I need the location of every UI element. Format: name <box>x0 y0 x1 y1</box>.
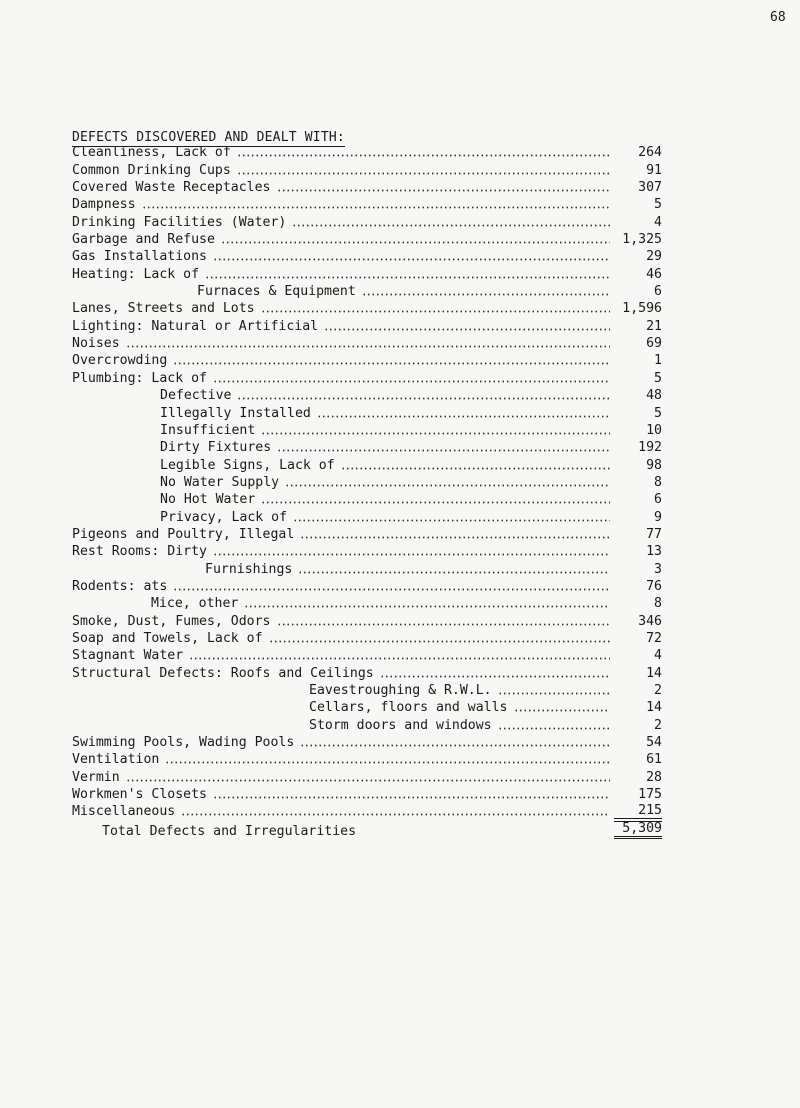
item-label: Lighting: Natural or Artificial <box>72 318 319 334</box>
item-label: No Hot Water <box>160 492 256 508</box>
item-value: 29 <box>646 249 662 265</box>
item-label: Cleanliness, Lack of <box>72 145 231 161</box>
item-label: Dampness <box>72 197 136 213</box>
item-label: Noises <box>72 336 120 352</box>
list-item <box>72 473 662 490</box>
list-item <box>72 646 662 663</box>
list-item <box>72 403 662 420</box>
list-item <box>72 230 662 247</box>
item-value: 9 <box>654 509 662 525</box>
item-label: Lanes, Streets and Lots <box>72 301 255 317</box>
item-value: 2 <box>654 683 662 698</box>
item-value: 1 <box>654 353 662 369</box>
dot-leader <box>285 484 610 487</box>
item-value: 6 <box>654 492 662 508</box>
item-label: Legible Signs, Lack of <box>160 457 335 473</box>
dot-leader <box>142 206 610 209</box>
item-value: 346 <box>638 613 662 629</box>
dot-leader <box>213 796 610 799</box>
list-item <box>72 351 662 368</box>
item-value: 175 <box>638 787 662 803</box>
total-row <box>72 821 662 838</box>
item-value: 8 <box>654 474 662 490</box>
dot-leader <box>261 432 610 435</box>
list-item <box>72 663 662 680</box>
item-value: 215 <box>614 803 662 819</box>
list-item <box>72 611 662 628</box>
item-label: Storm doors and windows <box>309 717 492 733</box>
item-label: Workmen's Closets <box>72 787 207 803</box>
item-label: Covered Waste Receptacles <box>72 180 271 196</box>
item-label: Furnishings <box>205 561 293 577</box>
item-label: Structural Defects: Roofs and Ceilings <box>72 665 374 681</box>
item-label: Drinking Facilities (Water) <box>72 214 287 230</box>
item-label: Common Drinking Cups <box>72 162 231 178</box>
item-label: Illegally Installed <box>160 405 311 421</box>
item-label: Mice, other <box>151 596 239 612</box>
item-label: Smoke, Dust, Fumes, Odors <box>72 613 271 629</box>
list-item <box>72 421 662 438</box>
list-item <box>72 490 662 507</box>
item-value: 46 <box>646 266 662 282</box>
list-item <box>72 143 662 160</box>
list-item <box>72 559 662 576</box>
item-label: Rest Rooms: Dirty <box>72 544 207 560</box>
item-value: 264 <box>638 145 662 161</box>
item-label: Heating: Lack of <box>72 266 200 282</box>
list-item <box>72 334 662 351</box>
dot-leader <box>324 328 610 331</box>
list-item <box>72 733 662 750</box>
item-label: Dirty Fixtures <box>160 440 272 456</box>
dot-leader <box>498 727 610 730</box>
total-value: 5,309 <box>614 821 662 838</box>
dot-leader <box>298 571 610 574</box>
item-value: 21 <box>646 318 662 334</box>
dot-leader <box>261 501 610 504</box>
list-item <box>72 525 662 542</box>
dot-leader <box>514 709 611 712</box>
item-label: Cellars, floors and walls <box>309 700 508 716</box>
item-label: No Water Supply <box>160 474 280 490</box>
dot-leader <box>237 154 610 157</box>
list-item <box>72 386 662 403</box>
dot-leader <box>300 744 610 747</box>
dot-leader <box>213 258 610 261</box>
item-value: 28 <box>646 769 662 785</box>
list-item <box>72 577 662 594</box>
total-label: Total Defects and Irregularities <box>102 823 357 839</box>
item-value: 4 <box>654 648 662 664</box>
item-value: 5 <box>654 370 662 386</box>
item-label: Pigeons and Poultry, Illegal <box>72 526 295 542</box>
list-item <box>72 455 662 472</box>
item-value: 98 <box>646 457 662 473</box>
list-item <box>72 160 662 177</box>
dot-leader <box>269 640 610 643</box>
list-item <box>72 785 662 802</box>
item-value: 1,596 <box>622 301 662 317</box>
item-label: Eavestroughing & R.W.L. <box>309 683 492 698</box>
item-value: 8 <box>654 596 662 612</box>
dot-leader <box>165 761 610 764</box>
item-value: 77 <box>646 526 662 542</box>
list-item <box>72 681 662 698</box>
item-label: Plumbing: Lack of <box>72 370 207 386</box>
item-value: 10 <box>646 422 662 438</box>
item-value: 48 <box>646 388 662 404</box>
list-item <box>72 438 662 455</box>
dot-leader <box>173 588 610 591</box>
item-label: Soap and Towels, Lack of <box>72 630 263 646</box>
dot-leader <box>277 449 610 452</box>
defects-list <box>72 143 662 839</box>
item-label: Swimming Pools, Wading Pools <box>72 735 295 751</box>
item-label: Ventilation <box>72 752 160 768</box>
item-value: 14 <box>646 665 662 681</box>
list-item <box>72 542 662 559</box>
list-item <box>72 178 662 195</box>
item-value: 13 <box>646 544 662 560</box>
item-label: Vermin <box>72 769 120 785</box>
item-value: 4 <box>654 214 662 230</box>
list-item <box>72 507 662 524</box>
dot-leader <box>277 623 611 626</box>
dot-leader <box>126 779 610 782</box>
list-item <box>72 368 662 385</box>
item-value: 14 <box>646 700 662 716</box>
item-value: 307 <box>638 180 662 196</box>
dot-leader <box>205 276 610 279</box>
item-label: Privacy, Lack of <box>160 509 288 525</box>
item-value: 54 <box>646 735 662 751</box>
item-value: 3 <box>654 561 662 577</box>
item-value: 6 <box>654 284 662 300</box>
dot-leader <box>277 189 611 192</box>
list-item <box>72 698 662 715</box>
dot-leader <box>237 397 610 400</box>
dot-leader <box>292 224 610 227</box>
dot-leader <box>213 380 610 383</box>
item-value: 76 <box>646 578 662 594</box>
dot-leader <box>317 415 610 418</box>
item-value: 1,325 <box>622 232 662 248</box>
item-label: Miscellaneous <box>72 804 176 820</box>
list-item <box>72 715 662 732</box>
dot-leader <box>300 536 610 539</box>
dot-leader <box>181 813 610 816</box>
dot-leader <box>362 293 610 296</box>
list-item <box>72 212 662 229</box>
item-value: 69 <box>646 336 662 352</box>
item-value: 2 <box>654 717 662 733</box>
item-value: 192 <box>638 440 662 456</box>
list-item <box>72 282 662 299</box>
list-item <box>72 264 662 281</box>
dot-leader <box>126 345 610 348</box>
dot-leader <box>173 362 610 365</box>
section-heading: DEFECTS DISCOVERED AND DEALT WITH: <box>72 130 345 145</box>
dot-leader <box>221 241 610 244</box>
page-number: 68 <box>770 10 786 25</box>
item-value: 61 <box>646 752 662 768</box>
dot-leader <box>498 692 610 695</box>
dot-leader <box>189 657 610 660</box>
dot-leader <box>380 675 610 678</box>
list-item <box>72 299 662 316</box>
item-value: 5 <box>654 197 662 213</box>
list-item <box>72 316 662 333</box>
item-label: Insufficient <box>160 422 256 438</box>
list-item <box>72 767 662 784</box>
item-label: Gas Installations <box>72 249 207 265</box>
item-label: Stagnant Water <box>72 648 184 664</box>
dot-leader <box>293 519 610 522</box>
dot-leader <box>237 172 610 175</box>
list-item <box>72 594 662 611</box>
dot-leader <box>213 553 610 556</box>
list-item <box>72 802 662 819</box>
item-label: Furnaces & Equipment <box>197 284 356 300</box>
item-value: 91 <box>646 162 662 178</box>
item-label: Overcrowding <box>72 353 168 369</box>
item-label: Rodents: ats <box>72 578 168 594</box>
list-item <box>72 247 662 264</box>
item-value: 5 <box>654 405 662 421</box>
list-item <box>72 195 662 212</box>
dot-leader <box>244 605 610 608</box>
item-label: Defective <box>160 388 232 404</box>
list-item <box>72 629 662 646</box>
dot-leader <box>341 467 610 470</box>
dot-leader <box>261 310 610 313</box>
item-value: 72 <box>646 630 662 646</box>
item-label: Garbage and Refuse <box>72 232 215 248</box>
list-item <box>72 750 662 767</box>
